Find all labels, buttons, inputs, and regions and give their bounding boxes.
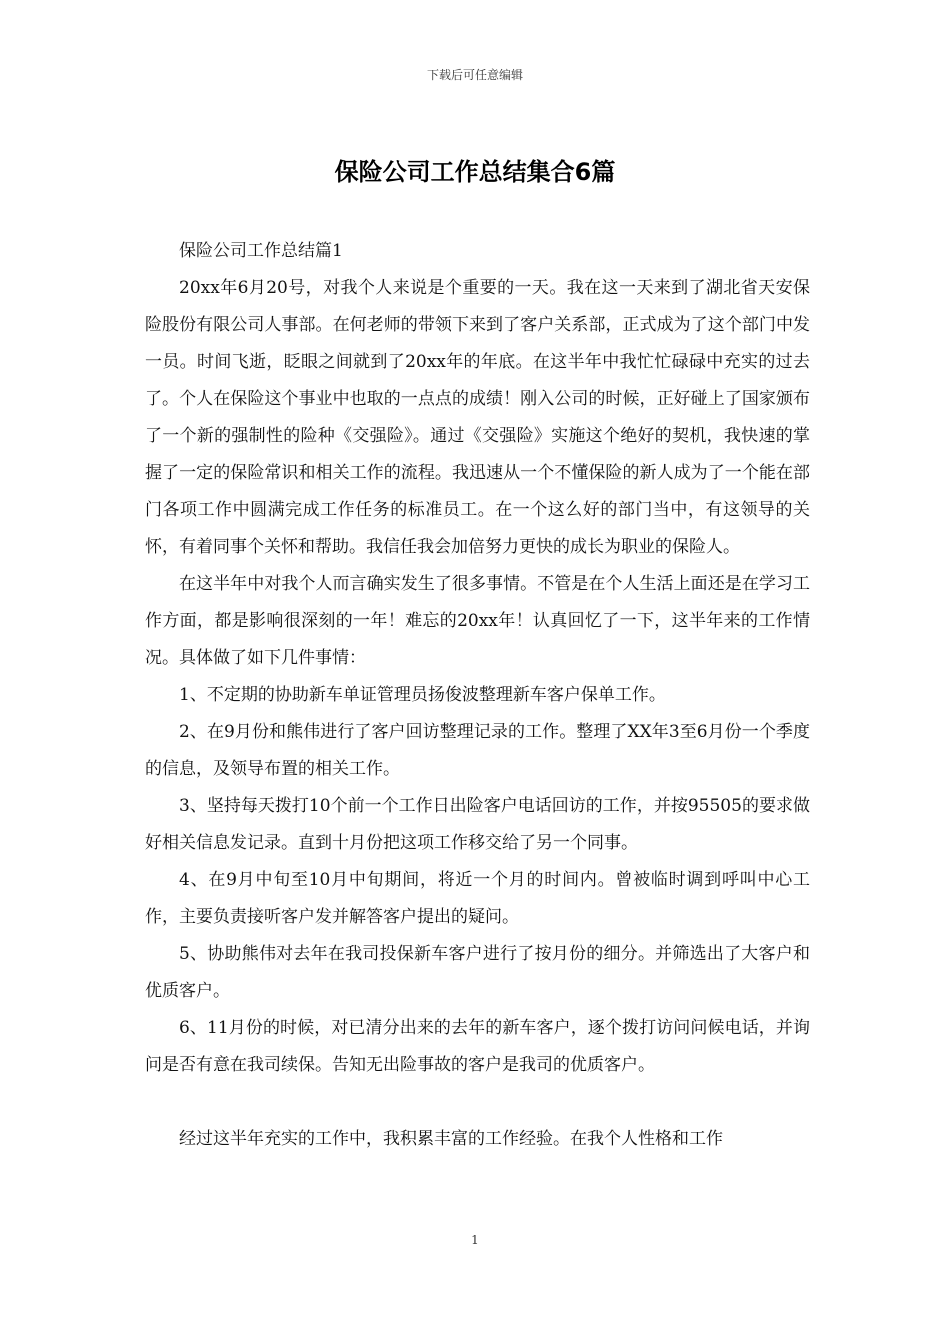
list-item: 4、在9月中旬至10月中旬期间，将近一个月的时间内。曾被临时调到呼叫中心工作，主要负责接听客户发并解答客户提出的疑问。 xyxy=(145,870,810,927)
document-title: 保险公司工作总结集合6篇 xyxy=(334,158,616,186)
section-heading: 保险公司工作总结篇1 xyxy=(179,241,343,261)
paragraph: 在这半年中对我个人而言确实发生了很多事情。不管是在个人生活上面还是在学习工作方面，都是影响很深刻的一年！难忘的20xx年！认真回忆了一下，这半年来的工作情况。具体做了如下几件事情： xyxy=(145,574,810,668)
list-item: 6、11月份的时候，对已清分出来的去年的新车客户，逐个拨打访问问候电话，并询问是否有意在我司续保。告知无出险事故的客户是我司的优质客户。 xyxy=(145,1018,810,1075)
paragraph: 经过这半年充实的工作中，我积累丰富的工作经验。在我个人性格和工作 xyxy=(179,1129,723,1149)
paragraph: 20xx年6月20号，对我个人来说是个重要的一天。我在这一天来到了湖北省天安保险股份有限公司人事部。在何老师的带领下来到了客户关系部，正式成为了这个部门中发一员。时间飞逝，眨眼之间就到了20xx年的年底。在这半年中我忙忙碌碌中充实的过去了。个人在保险这个事业中也取的一点点的成绩！刚入公司的时候，正好碰上了国家颁布了一个新的强制性的险种《交强险》。通过《交强险》实施这个绝好的契机，我快速的掌握了一定的保险常识和相关工作的流程。我迅速从一个不懂保险的新人成为了一个能在部门各项工作中圆满完成工作任务的标准员工。在一个这么好的部门当中，有这领导的关怀，有着同事个关怀和帮助。我信任我会加倍努力更快的成长为职业的保险人。 xyxy=(145,278,810,557)
list-item: 1、不定期的协助新车单证管理员扬俊波整理新车客户保单工作。 xyxy=(179,685,666,705)
list-item: 3、坚持每天拨打10个前一个工作日出险客户电话回访的工作，并按95505的要求做好相关信息发记录。直到十月份把这项工作移交给了另一个同事。 xyxy=(145,796,810,853)
list-item: 5、协助熊伟对去年在我司投保新车客户进行了按月份的细分。并筛选出了大客户和优质客户。 xyxy=(145,944,810,1001)
page-number: 1 xyxy=(471,1233,479,1247)
header-note: 下载后可任意编辑 xyxy=(426,68,523,82)
list-item: 2、在9月份和熊伟进行了客户回访整理记录的工作。整理了XX年3至6月份一个季度的信息，及领导布置的相关工作。 xyxy=(145,722,810,779)
document-body xyxy=(145,233,810,1158)
